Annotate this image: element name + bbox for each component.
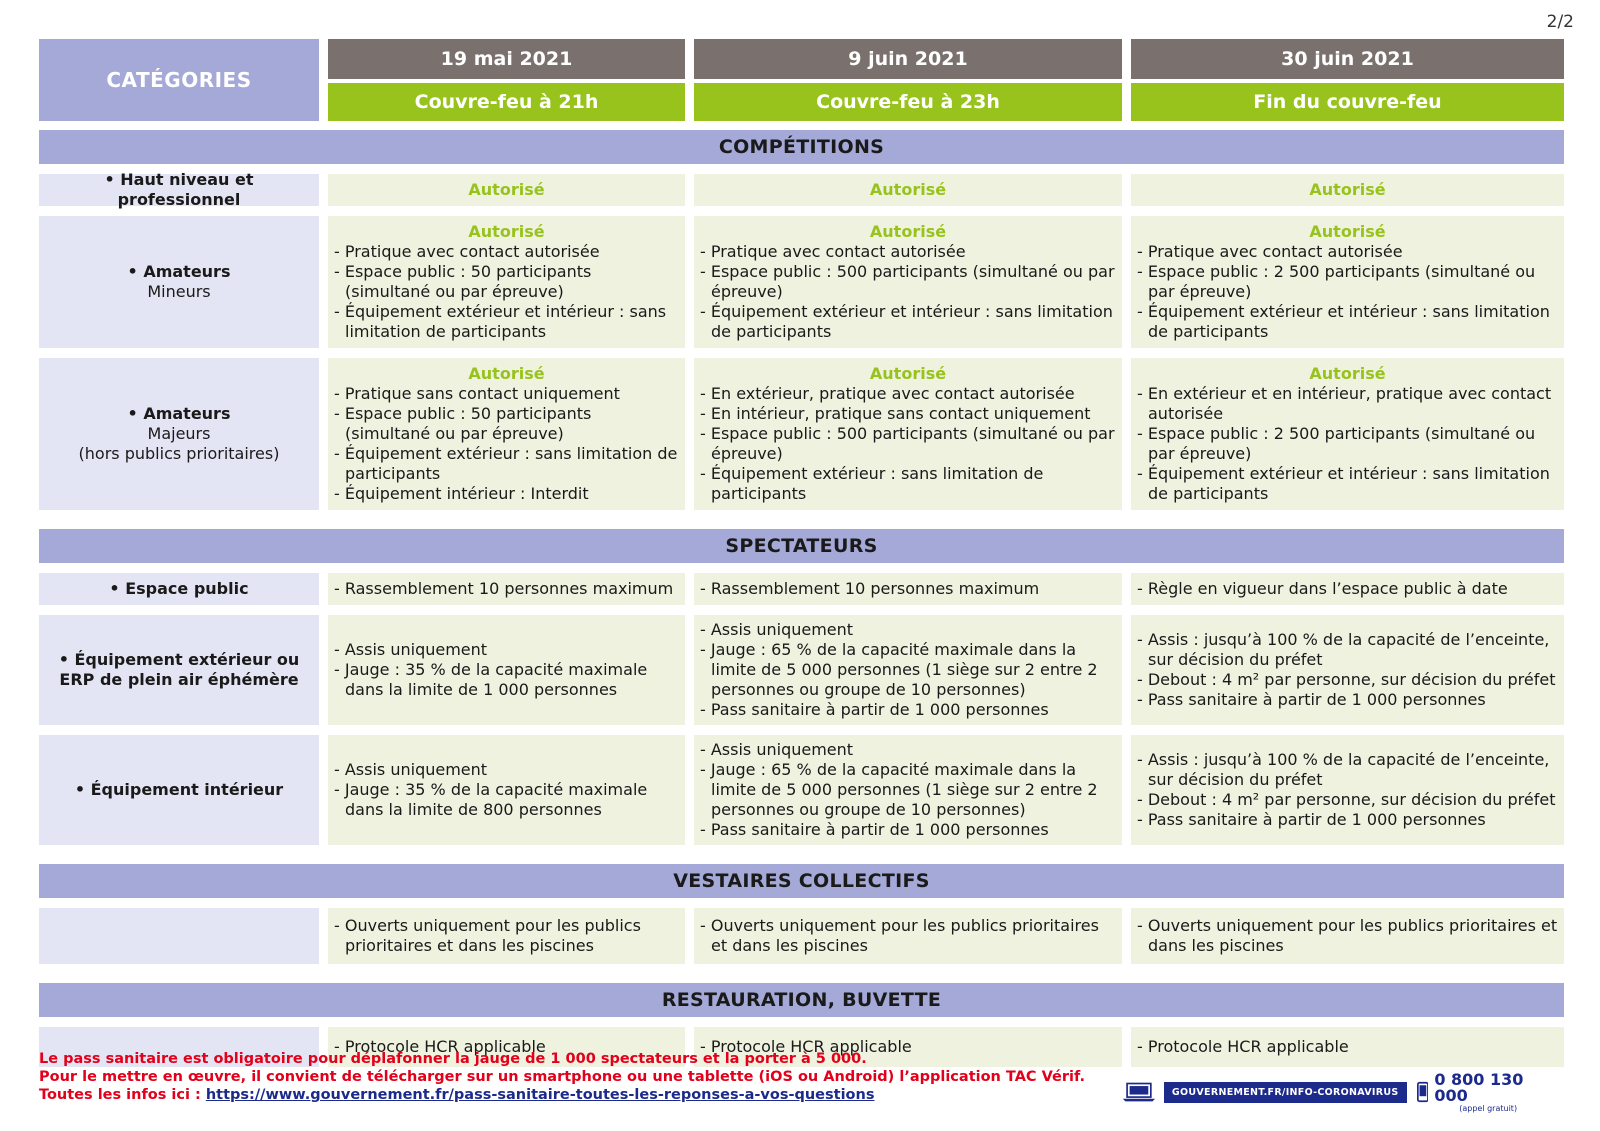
rule-item: - En extérieur, pratique avec contact autorisée [700,384,1075,403]
rule-item: - Assis : jusqu’à 100 % de la capacité de l’enceinte, sur décision du préfet [1137,630,1550,669]
rule-item: - Jauge : 65 % de la capacité maximale dans la limite de 5 000 personnes (1 siège sur 2 entre 2 personnes ou groupe de 10 personnes) [700,760,1098,819]
footer-brand [1122,1069,1542,1113]
status-label: Autorisé [1309,364,1386,383]
value-cell [694,615,1122,725]
rule-item: - Protocole HCR applicable [1137,1037,1349,1056]
rule-item: - Équipement extérieur et intérieur : sans limitation de participants [1137,464,1550,503]
rule-item: - Debout : 4 m² par personne, sur décision du préfet [1137,670,1556,689]
rule-item: - Assis : jusqu’à 100 % de la capacité de l’enceinte, sur décision du préfet [1137,750,1550,789]
value-cell [1131,174,1564,206]
rule-item: - Espace public : 2 500 participants (simultané ou par épreuve) [1137,424,1536,463]
footer-line-1: Le pass sanitaire est obligatoire pour déplafonner la jauge de 1 000 spectateurs et la porter à 5 000. [39,1051,867,1067]
section-title: RESTAURATION, BUVETTE [39,983,1564,1017]
footer-notes [39,1050,1085,1104]
footer-line-3 [39,1086,1085,1104]
status-label: Autorisé [468,364,545,383]
rule-item: - Équipement extérieur et intérieur : sans limitation de participants [700,302,1113,341]
category-label: • Équipement intérieur [74,780,284,799]
category-label: • Haut niveau et professionnel [104,170,254,209]
section-title: VESTAIRES COLLECTIFS [39,864,1564,898]
pass-sanitaire-link[interactable]: https://www.gouvernement.fr/pass-sanitaire-toutes-les-reponses-a-vos-questions [205,1087,875,1103]
value-cell [328,358,685,510]
value-cell [694,735,1122,845]
status-label: Autorisé [869,364,947,383]
rule-item: - Ouverts uniquement pour les publics prioritaires et dans les piscines [334,916,641,955]
value-cell [694,573,1122,605]
value-cell [328,615,685,725]
value-cell [1131,615,1564,725]
curfew-header-3: Fin du couvre-feu [1131,83,1564,121]
rule-item: - Équipement extérieur et intérieur : sans limitation de participants [334,302,667,341]
section-title: SPECTATEURS [39,529,1564,563]
rule-item: - Espace public : 50 participants (simultané ou par épreuve) [334,262,592,301]
rule-item: - Assis uniquement [700,620,854,639]
category-sublabel: Mineurs [147,282,211,301]
status-label: Autorisé [1309,222,1386,241]
rule-item: - Protocole HCR applicable [700,1037,912,1056]
status-label: Autorisé [468,180,545,199]
rule-item: - Pass sanitaire à partir de 1 000 personnes [700,820,1049,839]
rule-item: - Pass sanitaire à partir de 1 000 personnes [700,700,1049,719]
rule-item: - Ouverts uniquement pour les publics prioritaires et dans les piscines [700,916,1099,955]
category-cell [39,216,319,348]
curfew-header-2: Couvre-feu à 23h [694,83,1122,121]
status-label: Autorisé [869,222,947,241]
rule-item: - Assis uniquement [700,740,854,759]
categories-header: CATÉGORIES [39,39,319,121]
value-cell [694,174,1122,206]
rule-item: - Espace public : 50 participants (simultané ou par épreuve) [334,404,592,443]
value-cell [328,573,685,605]
rule-item: - Pratique avec contact autorisée [1137,242,1403,261]
rule-item: - Équipement intérieur : Interdit [334,484,589,503]
category-sublabel: Majeurs [147,424,211,443]
phone-note: (appel gratuit) [1459,1103,1518,1113]
value-cell [1131,573,1564,605]
rule-item: - Rassemblement 10 personnes maximum [700,579,1040,598]
section-title: COMPÉTITIONS [39,130,1564,164]
rule-item: - Pratique sans contact uniquement [334,384,620,403]
rule-item: - Jauge : 35 % de la capacité maximale dans la limite de 800 personnes [334,780,648,819]
gov-info-label: GOUVERNEMENT.FR/INFO-CORONAVIRUS [1164,1082,1407,1103]
value-cell [694,358,1122,510]
rule-item: - Jauge : 65 % de la capacité maximale dans la limite de 5 000 personnes (1 siège sur 2 entre 2 personnes ou groupe de 10 personnes) [700,640,1098,699]
rule-item: - Assis uniquement [334,760,488,779]
page-number: 2/2 [1546,12,1574,32]
value-cell [694,216,1122,348]
phone-number: 0 800 130 000 [1434,1069,1524,1105]
category-cell [39,615,319,725]
value-cell [328,735,685,845]
footer-line-2: Pour le mettre en œuvre, il convient de télécharger sur un smartphone ou une tablette (iOS ou Android) l’application TAC Vérif. [39,1069,1086,1085]
rule-item: - En extérieur et en intérieur, pratique avec contact autorisée [1137,384,1552,423]
date-header-1: 19 mai 2021 [328,39,685,79]
phone-icon [1417,1080,1429,1104]
value-cell [1131,908,1564,964]
rule-item: - Protocole HCR applicable [334,1037,546,1056]
category-cell [39,908,319,964]
category-label: • Amateurs [127,404,231,423]
rule-item: - Pass sanitaire à partir de 1 000 personnes [1137,810,1486,829]
value-cell [1131,1027,1564,1067]
value-cell [328,174,685,206]
category-cell [39,358,319,510]
footer-line-3-prefix: Toutes les infos ici : [39,1087,206,1103]
rule-item: - Assis uniquement [334,640,488,659]
status-label: Autorisé [1309,180,1386,199]
value-cell [328,908,685,964]
value-cell [328,216,685,348]
rule-item: - Règle en vigueur dans l’espace public à date [1137,579,1508,598]
value-cell [694,908,1122,964]
category-cell [39,170,319,209]
date-header-2: 9 juin 2021 [694,39,1122,79]
laptop-icon [1122,1080,1156,1104]
rule-item: - Équipement extérieur : sans limitation de participants [334,444,678,483]
date-header-3: 30 juin 2021 [1131,39,1564,79]
value-cell [1131,216,1564,348]
value-cell [1131,735,1564,845]
status-label: Autorisé [869,180,947,199]
rule-item: - Espace public : 500 participants (simultané ou par épreuve) [700,424,1115,463]
rule-item: - Debout : 4 m² par personne, sur décision du préfet [1137,790,1556,809]
status-label: Autorisé [468,222,545,241]
category-label: • Amateurs [127,262,231,281]
rule-item: - Pass sanitaire à partir de 1 000 personnes [1137,690,1486,709]
rule-item: - Équipement extérieur : sans limitation de participants [700,464,1044,503]
category-sublabel: (hors publics prioritaires) [78,444,280,463]
phone-contact [1417,1069,1542,1113]
rule-item: - Espace public : 2 500 participants (simultané ou par épreuve) [1137,262,1536,301]
category-label: • Équipement extérieur ou ERP de plein air éphémère [58,650,300,689]
rule-item: - Rassemblement 10 personnes maximum [334,579,674,598]
rule-item: - En intérieur, pratique sans contact uniquement [700,404,1091,423]
value-cell [1131,358,1564,510]
measures-table [39,39,1564,1077]
rule-item: - Jauge : 35 % de la capacité maximale dans la limite de 1 000 personnes [334,660,648,699]
rule-item: - Espace public : 500 participants (simultané ou par épreuve) [700,262,1115,301]
rule-item: - Ouverts uniquement pour les publics prioritaires et dans les piscines [1137,916,1558,955]
rule-item: - Équipement extérieur et intérieur : sans limitation de participants [1137,302,1550,341]
rule-item: - Pratique avec contact autorisée [334,242,600,261]
rule-item: - Pratique avec contact autorisée [700,242,966,261]
category-label: • Espace public [109,579,249,598]
curfew-header-1: Couvre-feu à 21h [328,83,685,121]
category-cell [39,573,319,605]
category-cell [39,735,319,845]
